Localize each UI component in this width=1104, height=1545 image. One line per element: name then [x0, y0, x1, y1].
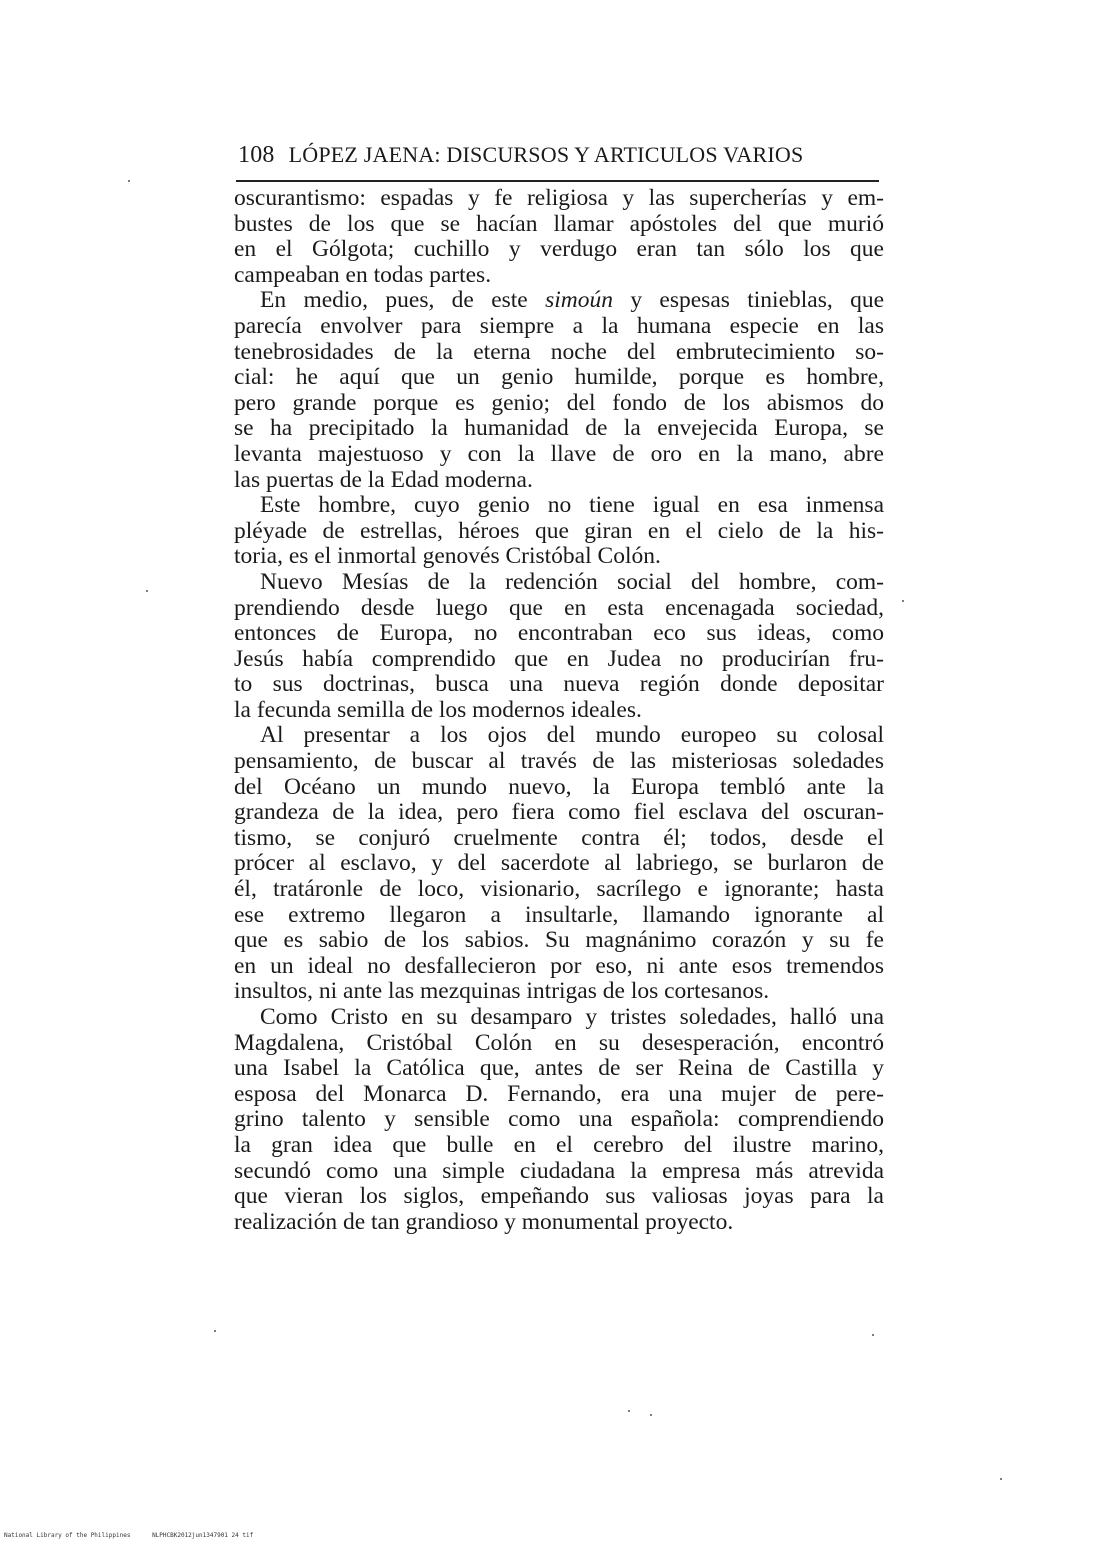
- scan-speck: [650, 1414, 652, 1416]
- text-line: prendiendo desde luego que en esta encenagada sociedad,: [234, 594, 884, 621]
- text-line: pensamiento, de buscar al través de las misteriosas soledades: [234, 748, 884, 775]
- text-line: del Océano un mundo nuevo, la Europa tembló ante la: [234, 773, 884, 800]
- page-number: 108: [238, 142, 275, 168]
- footer-library: National Library of the Philippines: [4, 1532, 131, 1539]
- text-line: levanta majestuoso y con la llave de oro en la mano, abre: [234, 440, 884, 467]
- paragraph-4: [234, 570, 884, 724]
- text-line: toria, es el inmortal genovés Cristóbal Colón.: [234, 543, 661, 570]
- text-line: pero grande porque es genio; del fondo de los abismos do: [234, 389, 884, 416]
- text-line: grino talento y sensible como una española: comprendiendo: [234, 1106, 884, 1133]
- text-line: campeaban en todas partes.: [234, 261, 492, 288]
- text-line: realización de tan grandioso y monumental proyecto.: [234, 1208, 734, 1235]
- text-line: secundó como una simple ciudadana la empresa más atrevida: [234, 1157, 884, 1184]
- text-line: pléyade de estrellas, héroes que giran en el cielo de la his-: [234, 517, 884, 544]
- text-line: la gran idea que bulle en el cerebro del ilustre marino,: [234, 1131, 884, 1158]
- scan-speck: [146, 590, 148, 592]
- paragraph-2: [234, 288, 884, 493]
- text-line: que es sabio de los sabios. Su magnánimo corazón y su fe: [234, 927, 884, 954]
- text-line: Nuevo Mesías de la redención social del hombre, com-: [260, 568, 884, 595]
- text-line: una Isabel la Católica que, antes de ser Reina de Castilla y: [234, 1055, 884, 1082]
- text-line: se ha precipitado la humanidad de la envejecida Europa, se: [234, 415, 884, 442]
- paragraph-3: [234, 493, 884, 570]
- text-line: la fecunda semilla de los modernos ideales.: [234, 696, 642, 723]
- text-line: oscurantismo: espadas y fe religiosa y las supercherías y em-: [234, 185, 884, 211]
- text-line: prócer al esclavo, y del sacerdote al labriego, se burlaron de: [234, 850, 884, 877]
- scan-speck: [214, 1330, 216, 1332]
- text-line: que vieran los siglos, empeñando sus valiosas joyas para la: [234, 1183, 884, 1210]
- text-line: Magdalena, Cristóbal Colón en su desesperación, encontró: [234, 1029, 884, 1056]
- text-line: tenebrosidades de la eterna noche del embrutecimiento so-: [234, 338, 884, 365]
- text-line: Jesús había comprendido que en Judea no producirían fru-: [234, 645, 884, 672]
- text-line: esposa del Monarca D. Fernando, era una mujer de pere-: [234, 1080, 884, 1107]
- italic-word: simoún: [545, 287, 613, 314]
- text-line: él, tratáronle de loco, visionario, sacrílego e ignorante; hasta: [234, 876, 884, 903]
- scan-speck: [128, 180, 130, 182]
- scan-speck: [872, 1334, 874, 1336]
- text-line: tismo, se conjuró cruelmente contra él; todos, desde el: [234, 824, 884, 851]
- text-line: En medio, pues, de este simoún y espesas tinieblas, que: [260, 287, 884, 314]
- scan-footer: [4, 1532, 271, 1539]
- text-line: Este hombre, cuyo genio no tiene igual en esa inmensa: [260, 492, 884, 519]
- header-title: LÓPEZ JAENA: DISCURSOS Y ARTICULOS VARIOS: [288, 142, 804, 167]
- paragraph-5: [234, 723, 884, 1005]
- text-line: Como Cristo en su desamparo y tristes soledades, halló una: [260, 1004, 884, 1030]
- text-line: grandeza de la idea, pero fiera como fiel esclava del oscuran-: [234, 799, 884, 826]
- text-line: entonces de Europa, no encontraban eco sus ideas, como: [234, 620, 884, 647]
- text-line: ese extremo llegaron a insultarle, llamando ignorante al: [234, 901, 884, 928]
- scan-speck: [1000, 1478, 1002, 1480]
- running-head: [238, 142, 878, 176]
- footer-file-id: NLPHCBK2012jun1347901 24 tif: [152, 1532, 254, 1539]
- text-line: insultos, ni ante las mezquinas intrigas de los cortesanos.: [234, 978, 770, 1005]
- scan-speck: [628, 1410, 630, 1412]
- text-line: cial: he aquí que un genio humilde, porque es hombre,: [234, 364, 884, 391]
- text-line: Al presentar a los ojos del mundo europeo su colosal: [260, 722, 884, 749]
- text-line: las puertas de la Edad moderna.: [234, 466, 533, 493]
- text-line: en el Gólgota; cuchillo y verdugo eran tan sólo los que: [234, 236, 884, 263]
- body-text: [234, 186, 884, 1235]
- text-line: parecía envolver para siempre a la humana especie en las: [234, 312, 884, 339]
- header-rule: [236, 180, 879, 182]
- text-line: en un ideal no desfallecieron por eso, ni ante esos tremendos: [234, 952, 884, 979]
- text-line: bustes de los que se hacían llamar apóstoles del que murió: [234, 210, 884, 237]
- paragraph-1: [234, 186, 884, 288]
- paragraph-6: [234, 1005, 884, 1235]
- scan-speck: [902, 600, 904, 602]
- text-line: to sus doctrinas, busca una nueva región donde depositar: [234, 671, 884, 698]
